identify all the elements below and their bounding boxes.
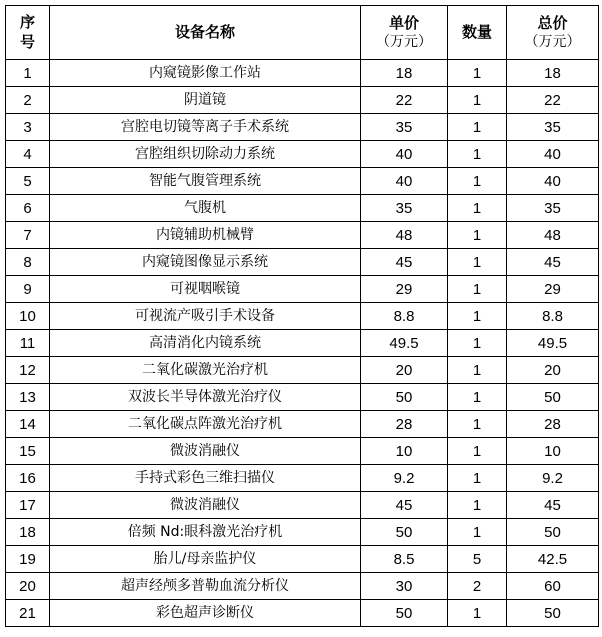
table-row (6, 357, 599, 384)
cell-index: 16 (6, 465, 50, 492)
cell-name: 倍频 Nd:眼科激光治疗机 (50, 519, 361, 546)
cell-quantity: 1 (448, 330, 507, 357)
cell-index: 21 (6, 600, 50, 627)
cell-index: 3 (6, 114, 50, 141)
cell-index: 6 (6, 195, 50, 222)
cell-unit-price: 48 (361, 222, 448, 249)
equipment-table (5, 5, 599, 627)
cell-quantity: 1 (448, 87, 507, 114)
table-row (6, 546, 599, 573)
table-row (6, 249, 599, 276)
cell-total: 49.5 (507, 330, 599, 357)
cell-unit-price: 8.5 (361, 546, 448, 573)
cell-unit-price: 45 (361, 492, 448, 519)
cell-total: 40 (507, 168, 599, 195)
cell-unit-price: 35 (361, 114, 448, 141)
cell-quantity: 1 (448, 357, 507, 384)
cell-unit-price: 45 (361, 249, 448, 276)
cell-index: 1 (6, 60, 50, 87)
table-row (6, 222, 599, 249)
header-quantity-label: 数量 (461, 23, 492, 41)
cell-unit-price: 28 (361, 411, 448, 438)
cell-index: 17 (6, 492, 50, 519)
cell-index: 5 (6, 168, 50, 195)
cell-index: 14 (6, 411, 50, 438)
header-total-unit: （万元） (524, 34, 581, 50)
table-row (6, 60, 599, 87)
cell-total: 35 (507, 114, 599, 141)
table-row (6, 276, 599, 303)
table-row (6, 168, 599, 195)
cell-total: 8.8 (507, 303, 599, 330)
table-row (6, 519, 599, 546)
cell-quantity: 2 (448, 573, 507, 600)
cell-unit-price: 20 (361, 357, 448, 384)
table-row (6, 384, 599, 411)
header-unit-price (361, 6, 448, 60)
cell-name: 超声经颅多普勒血流分析仪 (50, 573, 361, 600)
table-row (6, 465, 599, 492)
cell-unit-price: 40 (361, 168, 448, 195)
cell-name: 高清消化内镜系统 (50, 330, 361, 357)
cell-total: 42.5 (507, 546, 599, 573)
table-body (6, 60, 599, 627)
header-index (6, 6, 50, 60)
cell-name: 内窥镜图像显示系统 (50, 249, 361, 276)
table-row (6, 114, 599, 141)
cell-quantity: 1 (448, 60, 507, 87)
cell-total: 48 (507, 222, 599, 249)
cell-name: 微波消融仪 (50, 438, 361, 465)
cell-name: 阴道镜 (50, 87, 361, 114)
cell-unit-price: 8.8 (361, 303, 448, 330)
header-unit-price-label: 单价 (388, 14, 419, 32)
cell-unit-price: 50 (361, 384, 448, 411)
cell-quantity: 1 (448, 222, 507, 249)
cell-total: 45 (507, 492, 599, 519)
cell-total: 50 (507, 600, 599, 627)
table-row (6, 438, 599, 465)
cell-name: 内窥镜影像工作站 (50, 60, 361, 87)
cell-unit-price: 29 (361, 276, 448, 303)
cell-unit-price: 18 (361, 60, 448, 87)
cell-unit-price: 10 (361, 438, 448, 465)
cell-unit-price: 40 (361, 141, 448, 168)
cell-quantity: 1 (448, 303, 507, 330)
cell-quantity: 1 (448, 141, 507, 168)
cell-quantity: 1 (448, 438, 507, 465)
cell-quantity: 5 (448, 546, 507, 573)
cell-total: 9.2 (507, 465, 599, 492)
cell-index: 2 (6, 87, 50, 114)
cell-index: 11 (6, 330, 50, 357)
cell-index: 12 (6, 357, 50, 384)
header-name (50, 6, 361, 60)
cell-index: 4 (6, 141, 50, 168)
cell-total: 60 (507, 573, 599, 600)
cell-unit-price: 22 (361, 87, 448, 114)
cell-quantity: 1 (448, 249, 507, 276)
cell-quantity: 1 (448, 384, 507, 411)
cell-name: 手持式彩色三维扫描仪 (50, 465, 361, 492)
cell-unit-price: 35 (361, 195, 448, 222)
cell-index: 10 (6, 303, 50, 330)
cell-quantity: 1 (448, 114, 507, 141)
cell-total: 29 (507, 276, 599, 303)
header-total-label: 总价 (537, 14, 568, 32)
header-unit-price-unit: （万元） (376, 34, 432, 50)
cell-total: 22 (507, 87, 599, 114)
header-total (507, 6, 599, 60)
cell-index: 19 (6, 546, 50, 573)
cell-index: 18 (6, 519, 50, 546)
cell-name: 宫腔电切镜等离子手术系统 (50, 114, 361, 141)
cell-name: 胎儿/母亲监护仪 (50, 546, 361, 573)
cell-name: 智能气腹管理系统 (50, 168, 361, 195)
cell-unit-price: 9.2 (361, 465, 448, 492)
table-row (6, 330, 599, 357)
cell-name: 气腹机 (50, 195, 361, 222)
table-row (6, 411, 599, 438)
cell-quantity: 1 (448, 600, 507, 627)
table-row (6, 303, 599, 330)
cell-total: 28 (507, 411, 599, 438)
cell-name: 可视咽喉镜 (50, 276, 361, 303)
cell-unit-price: 49.5 (361, 330, 448, 357)
cell-name: 微波消融仪 (50, 492, 361, 519)
equipment-table-container (5, 5, 599, 627)
cell-name: 彩色超声诊断仪 (50, 600, 361, 627)
cell-quantity: 1 (448, 492, 507, 519)
cell-quantity: 1 (448, 195, 507, 222)
cell-quantity: 1 (448, 276, 507, 303)
cell-index: 7 (6, 222, 50, 249)
table-row (6, 141, 599, 168)
header-index-label: 序号 (20, 13, 36, 51)
cell-quantity: 1 (448, 465, 507, 492)
cell-index: 9 (6, 276, 50, 303)
cell-total: 45 (507, 249, 599, 276)
cell-unit-price: 50 (361, 519, 448, 546)
cell-name: 二氧化碳点阵激光治疗机 (50, 411, 361, 438)
cell-name: 双波长半导体激光治疗仪 (50, 384, 361, 411)
cell-total: 50 (507, 519, 599, 546)
cell-quantity: 1 (448, 519, 507, 546)
header-name-label: 设备名称 (174, 23, 235, 41)
table-row (6, 600, 599, 627)
cell-index: 20 (6, 573, 50, 600)
table-row (6, 573, 599, 600)
cell-quantity: 1 (448, 411, 507, 438)
header-row (6, 6, 599, 60)
table-row (6, 87, 599, 114)
table-row (6, 195, 599, 222)
cell-unit-price: 50 (361, 600, 448, 627)
cell-name: 内镜辅助机械臂 (50, 222, 361, 249)
cell-name: 宫腔组织切除动力系统 (50, 141, 361, 168)
header-quantity (448, 6, 507, 60)
cell-total: 18 (507, 60, 599, 87)
cell-total: 10 (507, 438, 599, 465)
cell-name: 可视流产吸引手术设备 (50, 303, 361, 330)
cell-total: 50 (507, 384, 599, 411)
cell-unit-price: 30 (361, 573, 448, 600)
table-row (6, 492, 599, 519)
cell-quantity: 1 (448, 168, 507, 195)
cell-index: 13 (6, 384, 50, 411)
cell-total: 40 (507, 141, 599, 168)
cell-name: 二氧化碳激光治疗机 (50, 357, 361, 384)
cell-total: 35 (507, 195, 599, 222)
cell-index: 8 (6, 249, 50, 276)
cell-index: 15 (6, 438, 50, 465)
cell-total: 20 (507, 357, 599, 384)
